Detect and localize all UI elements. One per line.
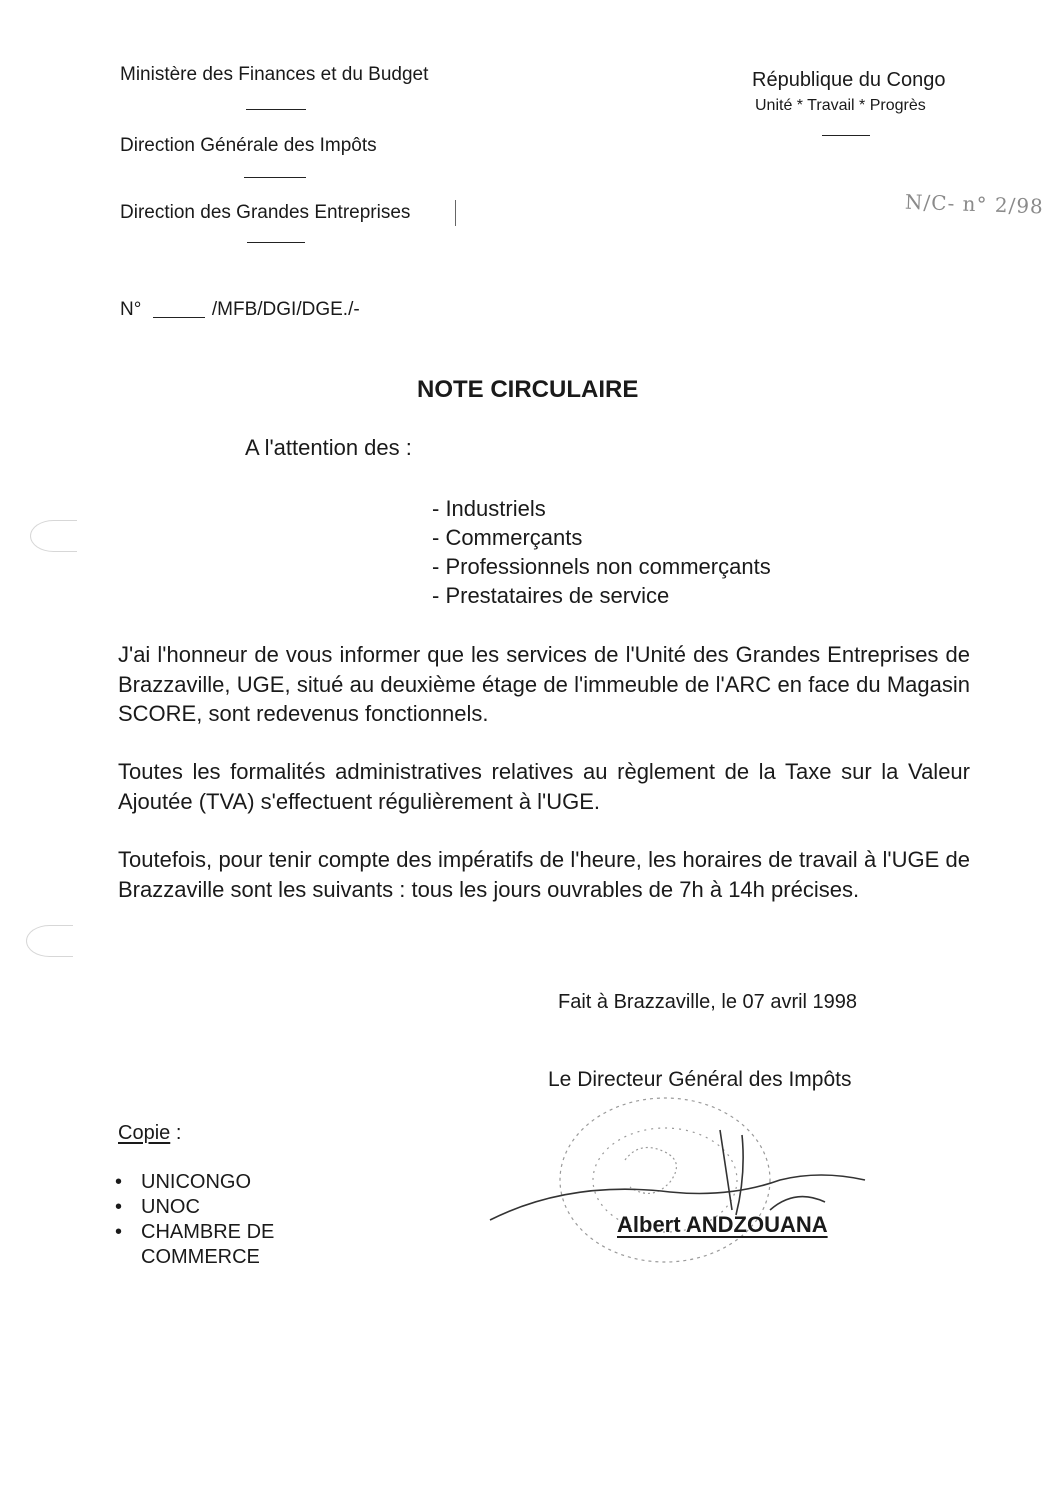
punch-hole-mark (30, 520, 77, 552)
bullet: • (115, 1221, 123, 1243)
handwritten-note: N/C- n° 2/98 (904, 189, 1045, 219)
copy-item-label: UNICONGO (141, 1171, 251, 1193)
copy-label-colon: : (170, 1122, 182, 1144)
attention-label: A l'attention des : (245, 435, 412, 460)
country-name: République du Congo (752, 69, 946, 91)
recipient-item: - Industriels (432, 496, 546, 521)
bullet: • (115, 1171, 123, 1193)
copy-item (115, 1220, 301, 1270)
body-paragraph: Toutes les formalités administratives relatives au règlement de la Taxe sur la Valeur Ajoutée (TVA) s'effectuent régulièrement à l'UGE. (118, 759, 970, 814)
recipient-item: - Commerçants (432, 525, 583, 550)
copy-list (115, 1170, 301, 1270)
pen-mark (455, 200, 456, 226)
recipient-item: - Professionnels non commerçants (432, 554, 771, 579)
divider (246, 109, 306, 110)
directorate-name: Direction des Grandes Entreprises (120, 202, 411, 223)
recipient-list (432, 494, 771, 610)
copy-label (118, 1122, 181, 1145)
divider (244, 177, 306, 178)
reference-prefix: N° (120, 299, 142, 320)
reference-suffix: /MFB/DGI/DGE./- (211, 299, 360, 320)
bullet: • (115, 1196, 123, 1218)
signatory-title: Le Directeur Général des Impôts (548, 1068, 852, 1091)
official-stamp-and-signature (470, 1090, 890, 1280)
recipient-item: - Prestataires de service (432, 583, 670, 608)
signatory-name: Albert ANDZOUANA (617, 1212, 828, 1237)
national-motto: Unité * Travail * Progrès (755, 97, 926, 114)
copy-item-label: UNOC (141, 1196, 200, 1218)
divider (247, 242, 305, 243)
body-paragraph: J'ai l'honneur de vous informer que les services de l'Unité des Grandes Entreprises de Brazzaville, UGE, situé au deuxième étage de l'immeuble de l'ARC en face du Magasin SCORE, sont redevenus fonctionnels. (118, 642, 970, 726)
copy-label-text: Copie (118, 1122, 171, 1144)
place-date: Fait à Brazzaville, le 07 avril 1998 (558, 991, 858, 1013)
ministry-name: Ministère des Finances et du Budget (120, 64, 429, 85)
reference-number (120, 299, 360, 321)
punch-hole-mark (26, 925, 73, 957)
divider (822, 135, 870, 136)
copy-item (115, 1195, 301, 1220)
page-title: NOTE CIRCULAIRE (417, 376, 639, 403)
directorate-general-name: Direction Générale des Impôts (120, 135, 377, 156)
copy-item (115, 1170, 301, 1195)
reference-blank (153, 301, 205, 318)
body-paragraph: Toutefois, pour tenir compte des impératifs de l'heure, les horaires de travail à l'UGE de Brazzaville sont les suivants : tous les jours ouvrables de 7h à 14h précises. (118, 847, 970, 902)
copy-item-label: CHAMBRE DE COMMERCE (141, 1221, 275, 1268)
